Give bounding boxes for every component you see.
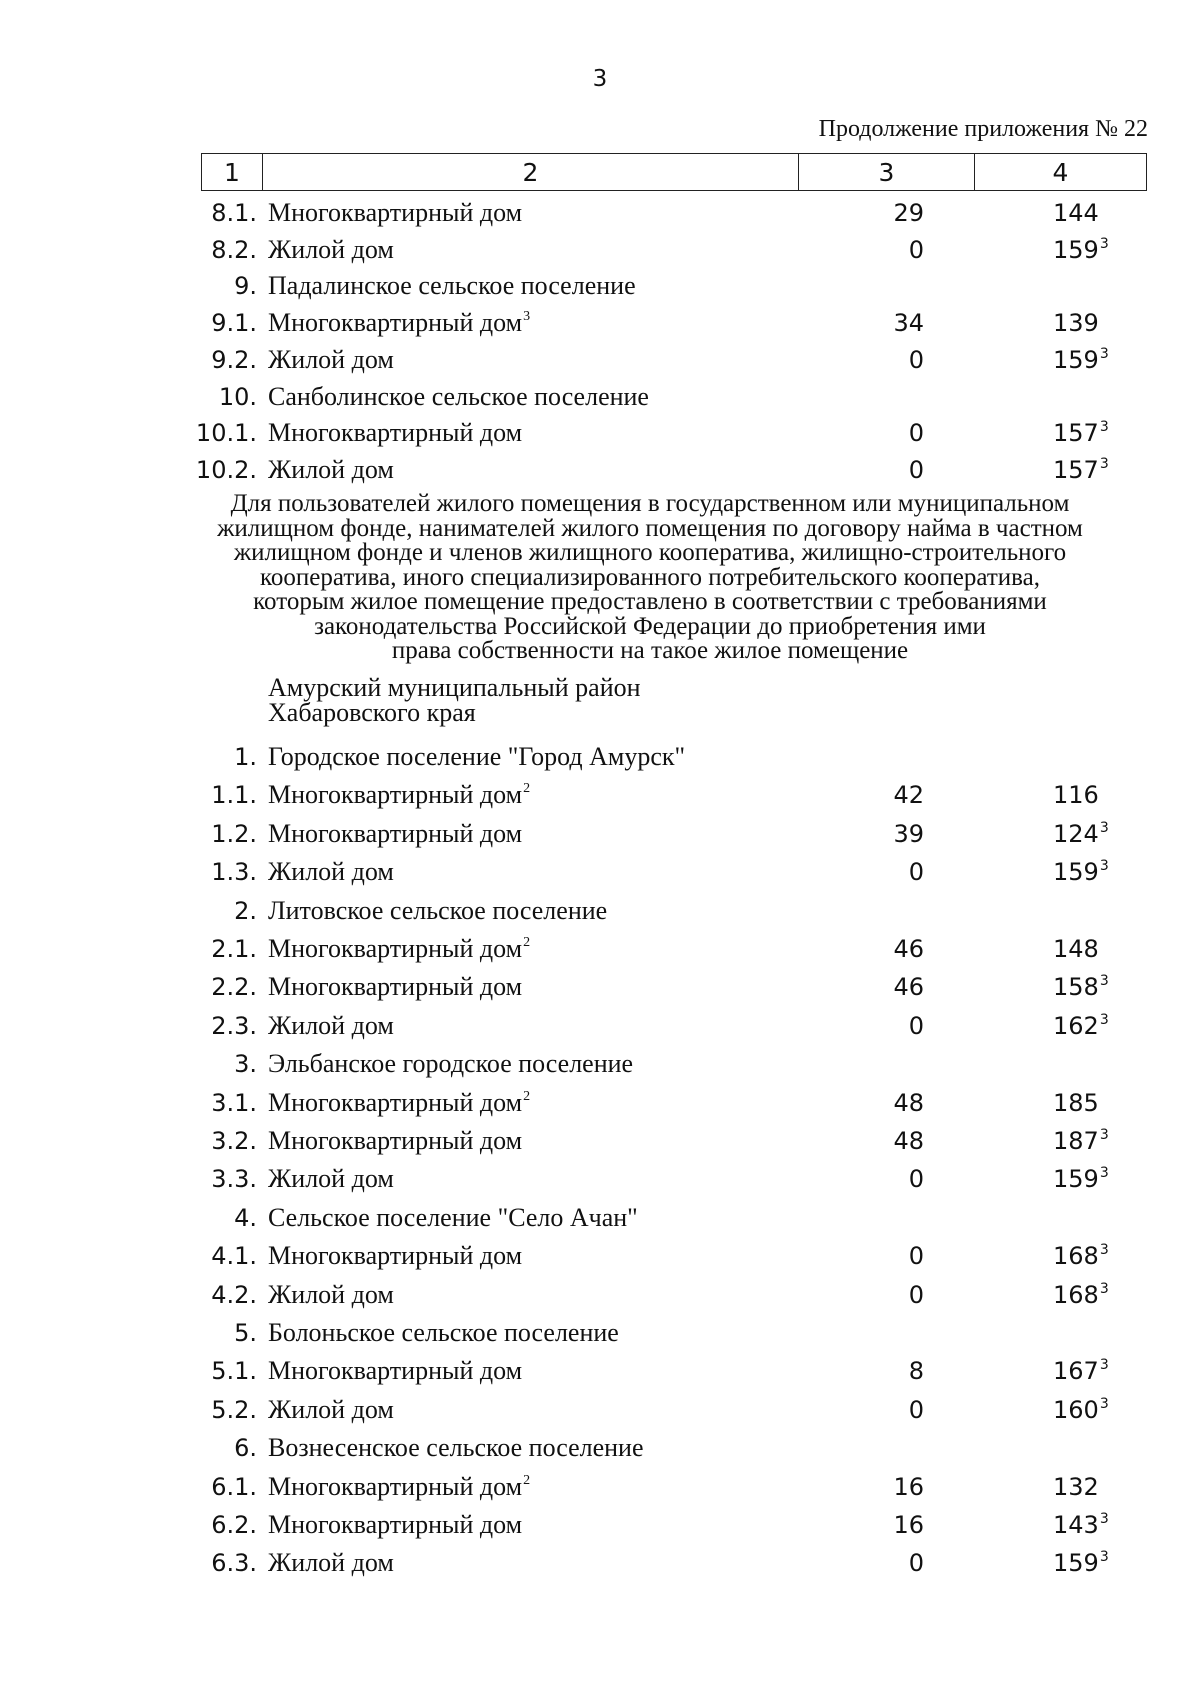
table-row	[0, 1047, 1200, 1081]
row-number: 9.1.	[211, 309, 257, 338]
row-number: 1.	[234, 743, 257, 771]
header-col-1: 1	[202, 154, 263, 190]
row-name: Литовское сельское поселение	[268, 895, 608, 925]
header-col-2: 2	[263, 154, 799, 190]
row-col-3: 0	[908, 858, 924, 887]
section-line: законодательства Российской Федерации до приобретения ими	[314, 612, 986, 640]
row-col-3: 16	[893, 1472, 924, 1501]
row-name: Санболинское сельское поселение	[268, 381, 649, 411]
row-name: Жилой дом	[268, 1279, 394, 1309]
row-number: 6.2.	[211, 1511, 257, 1539]
table-row	[0, 233, 1200, 267]
row-number: 6.	[234, 1434, 257, 1463]
row-col-3: 0	[908, 1242, 924, 1271]
row-name: Жилой дом	[268, 234, 394, 264]
table-row	[0, 1009, 1200, 1043]
row-name: Многоквартирный дом$^2$	[268, 1087, 531, 1117]
row-number: 3.	[234, 1050, 257, 1079]
row-col-3: 0	[908, 1395, 924, 1424]
row-number: 1.2.	[211, 819, 257, 848]
footnote-mark: 3	[1099, 1357, 1109, 1374]
row-name: Болоньское сельское поселение	[268, 1318, 619, 1347]
row-name: Многоквартирный дом$^2$	[268, 780, 531, 810]
row-col-4: 139	[1053, 309, 1099, 338]
table-row	[0, 1470, 1200, 1504]
row-col-4: $168^3$	[1053, 1242, 1109, 1271]
table-row	[0, 1124, 1200, 1158]
row-number: 5.	[234, 1319, 257, 1347]
row-number: 4.1.	[211, 1242, 257, 1271]
row-number: 3.2.	[211, 1127, 257, 1155]
row-col-4: 148	[1053, 935, 1099, 963]
table-row	[0, 1201, 1200, 1235]
table-row	[0, 778, 1200, 812]
row-col-3: 0	[908, 235, 924, 264]
row-col-3: 46	[893, 935, 924, 963]
footnote-mark: 2	[523, 1088, 531, 1104]
row-name: Сельское поселение "Село Ачан"	[268, 1202, 638, 1232]
row-col-3: 0	[908, 419, 924, 448]
table-row	[0, 1316, 1200, 1350]
row-col-3: 0	[908, 1280, 924, 1309]
footnote-mark: 2	[523, 1472, 531, 1488]
row-col-3: 42	[893, 781, 924, 810]
row-col-4: $159^3$	[1053, 1165, 1109, 1194]
row-name: Жилой дом	[268, 1548, 394, 1578]
row-name: Жилой дом	[268, 454, 394, 484]
table-row	[0, 1508, 1200, 1542]
row-name: Эльбанское городское поселение	[268, 1049, 634, 1079]
footnote-mark: 3	[1099, 419, 1109, 436]
table-row	[0, 817, 1200, 851]
table-row	[0, 1431, 1200, 1465]
table-row	[0, 196, 1200, 230]
footnote-mark: 3	[1099, 235, 1109, 252]
row-name: Многоквартирный дом	[268, 1126, 523, 1155]
row-name: Городское поселение "Город Амурск"	[268, 742, 686, 771]
row-name: Жилой дом	[268, 857, 394, 887]
table-row	[0, 416, 1200, 450]
row-number: 1.1.	[211, 781, 257, 810]
section-line: права собственности на такое жилое помещение	[391, 637, 909, 664]
row-col-3: 29	[893, 199, 924, 227]
row-col-4: $124^3$	[1053, 819, 1109, 848]
row-col-4: $159^3$	[1053, 345, 1109, 374]
footnote-mark: 3	[1099, 1127, 1109, 1143]
row-number: 2.3.	[211, 1011, 257, 1040]
row-col-4: $158^3$	[1053, 973, 1109, 1002]
row-col-4: $162^3$	[1053, 1011, 1109, 1040]
table-row	[0, 380, 1200, 414]
row-col-4: $160^3$	[1053, 1395, 1109, 1424]
row-number: 6.1.	[211, 1472, 257, 1501]
row-name: Многоквартирный дом	[268, 818, 523, 848]
header-col-4: 4	[1052, 157, 1069, 187]
footnote-mark: 3	[1099, 973, 1109, 990]
row-number: 2.1.	[211, 935, 257, 963]
row-col-4: $143^3$	[1053, 1511, 1109, 1539]
row-name: Падалинское сельское поселение	[268, 271, 636, 301]
row-col-3: 0	[908, 345, 924, 374]
row-col-3: 0	[908, 1165, 924, 1194]
row-number: 4.	[234, 1203, 257, 1232]
row-col-4: $168^3$	[1053, 1280, 1109, 1309]
table-row	[0, 1239, 1200, 1273]
row-col-4: 116	[1053, 781, 1099, 810]
section-line: Для пользователей жилого помещения в государственном или муниципальном	[230, 490, 1070, 517]
row-name: Многоквартирный дом	[268, 1510, 523, 1539]
row-name: Многоквартирный дом$^2$	[268, 934, 531, 963]
row-number: 2.2.	[211, 973, 257, 1002]
table-row	[0, 343, 1200, 377]
footnote-mark: 3	[1099, 858, 1109, 875]
row-number: 4.2.	[211, 1280, 257, 1309]
table-row	[0, 453, 1200, 487]
footnote-mark: 3	[1099, 1165, 1109, 1182]
row-name: Вознесенское сельское поселение	[268, 1433, 644, 1463]
table-row	[0, 1546, 1200, 1580]
table-row	[0, 1086, 1200, 1120]
table-row	[0, 932, 1200, 966]
section-line: которым жилое помещение предоставлено в соответствии с требованиями	[253, 588, 1047, 615]
row-number: 5.1.	[211, 1357, 257, 1386]
footnote-mark: 3	[523, 309, 531, 325]
table-row	[0, 1162, 1200, 1196]
table-row	[0, 1393, 1200, 1427]
row-col-4: $157^3$	[1053, 419, 1109, 448]
table-row	[0, 269, 1200, 303]
row-col-3: 39	[893, 819, 924, 848]
row-number: 9.	[234, 272, 257, 301]
row-number: 2.	[234, 896, 257, 925]
row-col-3: 0	[908, 455, 924, 484]
footnote-mark: 3	[1099, 819, 1109, 836]
table-row	[0, 1278, 1200, 1312]
table-row	[0, 970, 1200, 1004]
row-col-4: 132	[1053, 1472, 1099, 1501]
row-number: 10.1.	[195, 419, 257, 448]
row-col-4: $157^3$	[1053, 455, 1109, 484]
row-number: 9.2.	[211, 345, 257, 374]
footnote-mark: 2	[523, 781, 531, 797]
table-row	[0, 1354, 1200, 1388]
row-number: 1.3.	[211, 858, 257, 887]
row-name: Жилой дом	[268, 1394, 394, 1424]
row-number: 6.3.	[211, 1549, 257, 1578]
row-col-3: 46	[893, 973, 924, 1002]
row-col-4: $159^3$	[1053, 1549, 1109, 1578]
footnote-mark: 3	[1099, 1395, 1109, 1412]
footnote-mark: 3	[1099, 345, 1109, 362]
row-col-3: 0	[908, 1549, 924, 1578]
footnote-mark: 3	[1099, 455, 1109, 472]
row-number: 5.2.	[211, 1395, 257, 1424]
row-col-3: 8	[908, 1357, 924, 1386]
row-number: 8.2.	[211, 235, 257, 264]
page-number: 3	[592, 66, 608, 92]
row-col-4: 185	[1053, 1088, 1099, 1117]
table-header	[201, 153, 1147, 191]
district-heading	[268, 675, 641, 725]
table-row	[0, 855, 1200, 889]
table-row	[0, 306, 1200, 340]
row-name: Многоквартирный дом	[268, 972, 523, 1002]
row-number: 3.3.	[211, 1165, 257, 1194]
row-col-4: 144	[1053, 199, 1099, 227]
row-col-3: 48	[893, 1088, 924, 1117]
row-col-4: $159^3$	[1053, 235, 1109, 264]
row-name: Жилой дом	[268, 344, 394, 374]
row-col-4: $187^3$	[1053, 1127, 1109, 1155]
row-name: Жилой дом	[268, 1010, 394, 1040]
row-col-4: $167^3$	[1053, 1357, 1109, 1386]
section-line: жилищном фонде и членов жилищного кооператива, жилищно-строительного	[233, 539, 1067, 566]
table-row	[0, 894, 1200, 928]
section-line: жилищном фонде, нанимателей жилого помещения по договору найма в частном	[217, 514, 1083, 542]
footnote-mark: 3	[1099, 1242, 1109, 1259]
footnote-mark: 3	[1099, 1511, 1109, 1527]
footnote-mark: 3	[1099, 1549, 1109, 1566]
row-number: 10.	[218, 382, 257, 411]
district-line: Амурский муниципальный район	[268, 673, 641, 702]
row-col-3: 16	[893, 1511, 924, 1539]
header-col-3: 3	[799, 154, 975, 190]
row-col-3: 48	[893, 1127, 924, 1155]
footnote-mark: 2	[523, 935, 531, 950]
section-description	[150, 492, 1150, 664]
row-name: Многоквартирный дом	[268, 198, 523, 227]
row-name: Многоквартирный дом$^3$	[268, 308, 531, 338]
footnote-mark: 3	[1099, 1011, 1109, 1028]
row-col-4: $159^3$	[1053, 858, 1109, 887]
row-name: Многоквартирный дом$^2$	[268, 1471, 531, 1501]
district-line: Хабаровского края	[268, 698, 476, 727]
continuation-label: Продолжение приложения № 22	[818, 116, 1148, 142]
row-name: Многоквартирный дом	[268, 1356, 523, 1386]
row-col-3: 0	[908, 1011, 924, 1040]
row-col-3: 34	[893, 309, 924, 338]
row-name: Многоквартирный дом	[268, 1241, 523, 1271]
row-name: Многоквартирный дом	[268, 418, 523, 448]
row-number: 3.1.	[211, 1088, 257, 1117]
row-name: Жилой дом	[268, 1164, 394, 1194]
row-number: 8.1.	[211, 199, 257, 227]
section-line: кооператива, иного специализированного потребительского кооператива,	[260, 563, 1040, 591]
row-number: 10.2.	[195, 455, 257, 484]
table-row	[0, 740, 1200, 774]
footnote-mark: 3	[1099, 1280, 1109, 1297]
